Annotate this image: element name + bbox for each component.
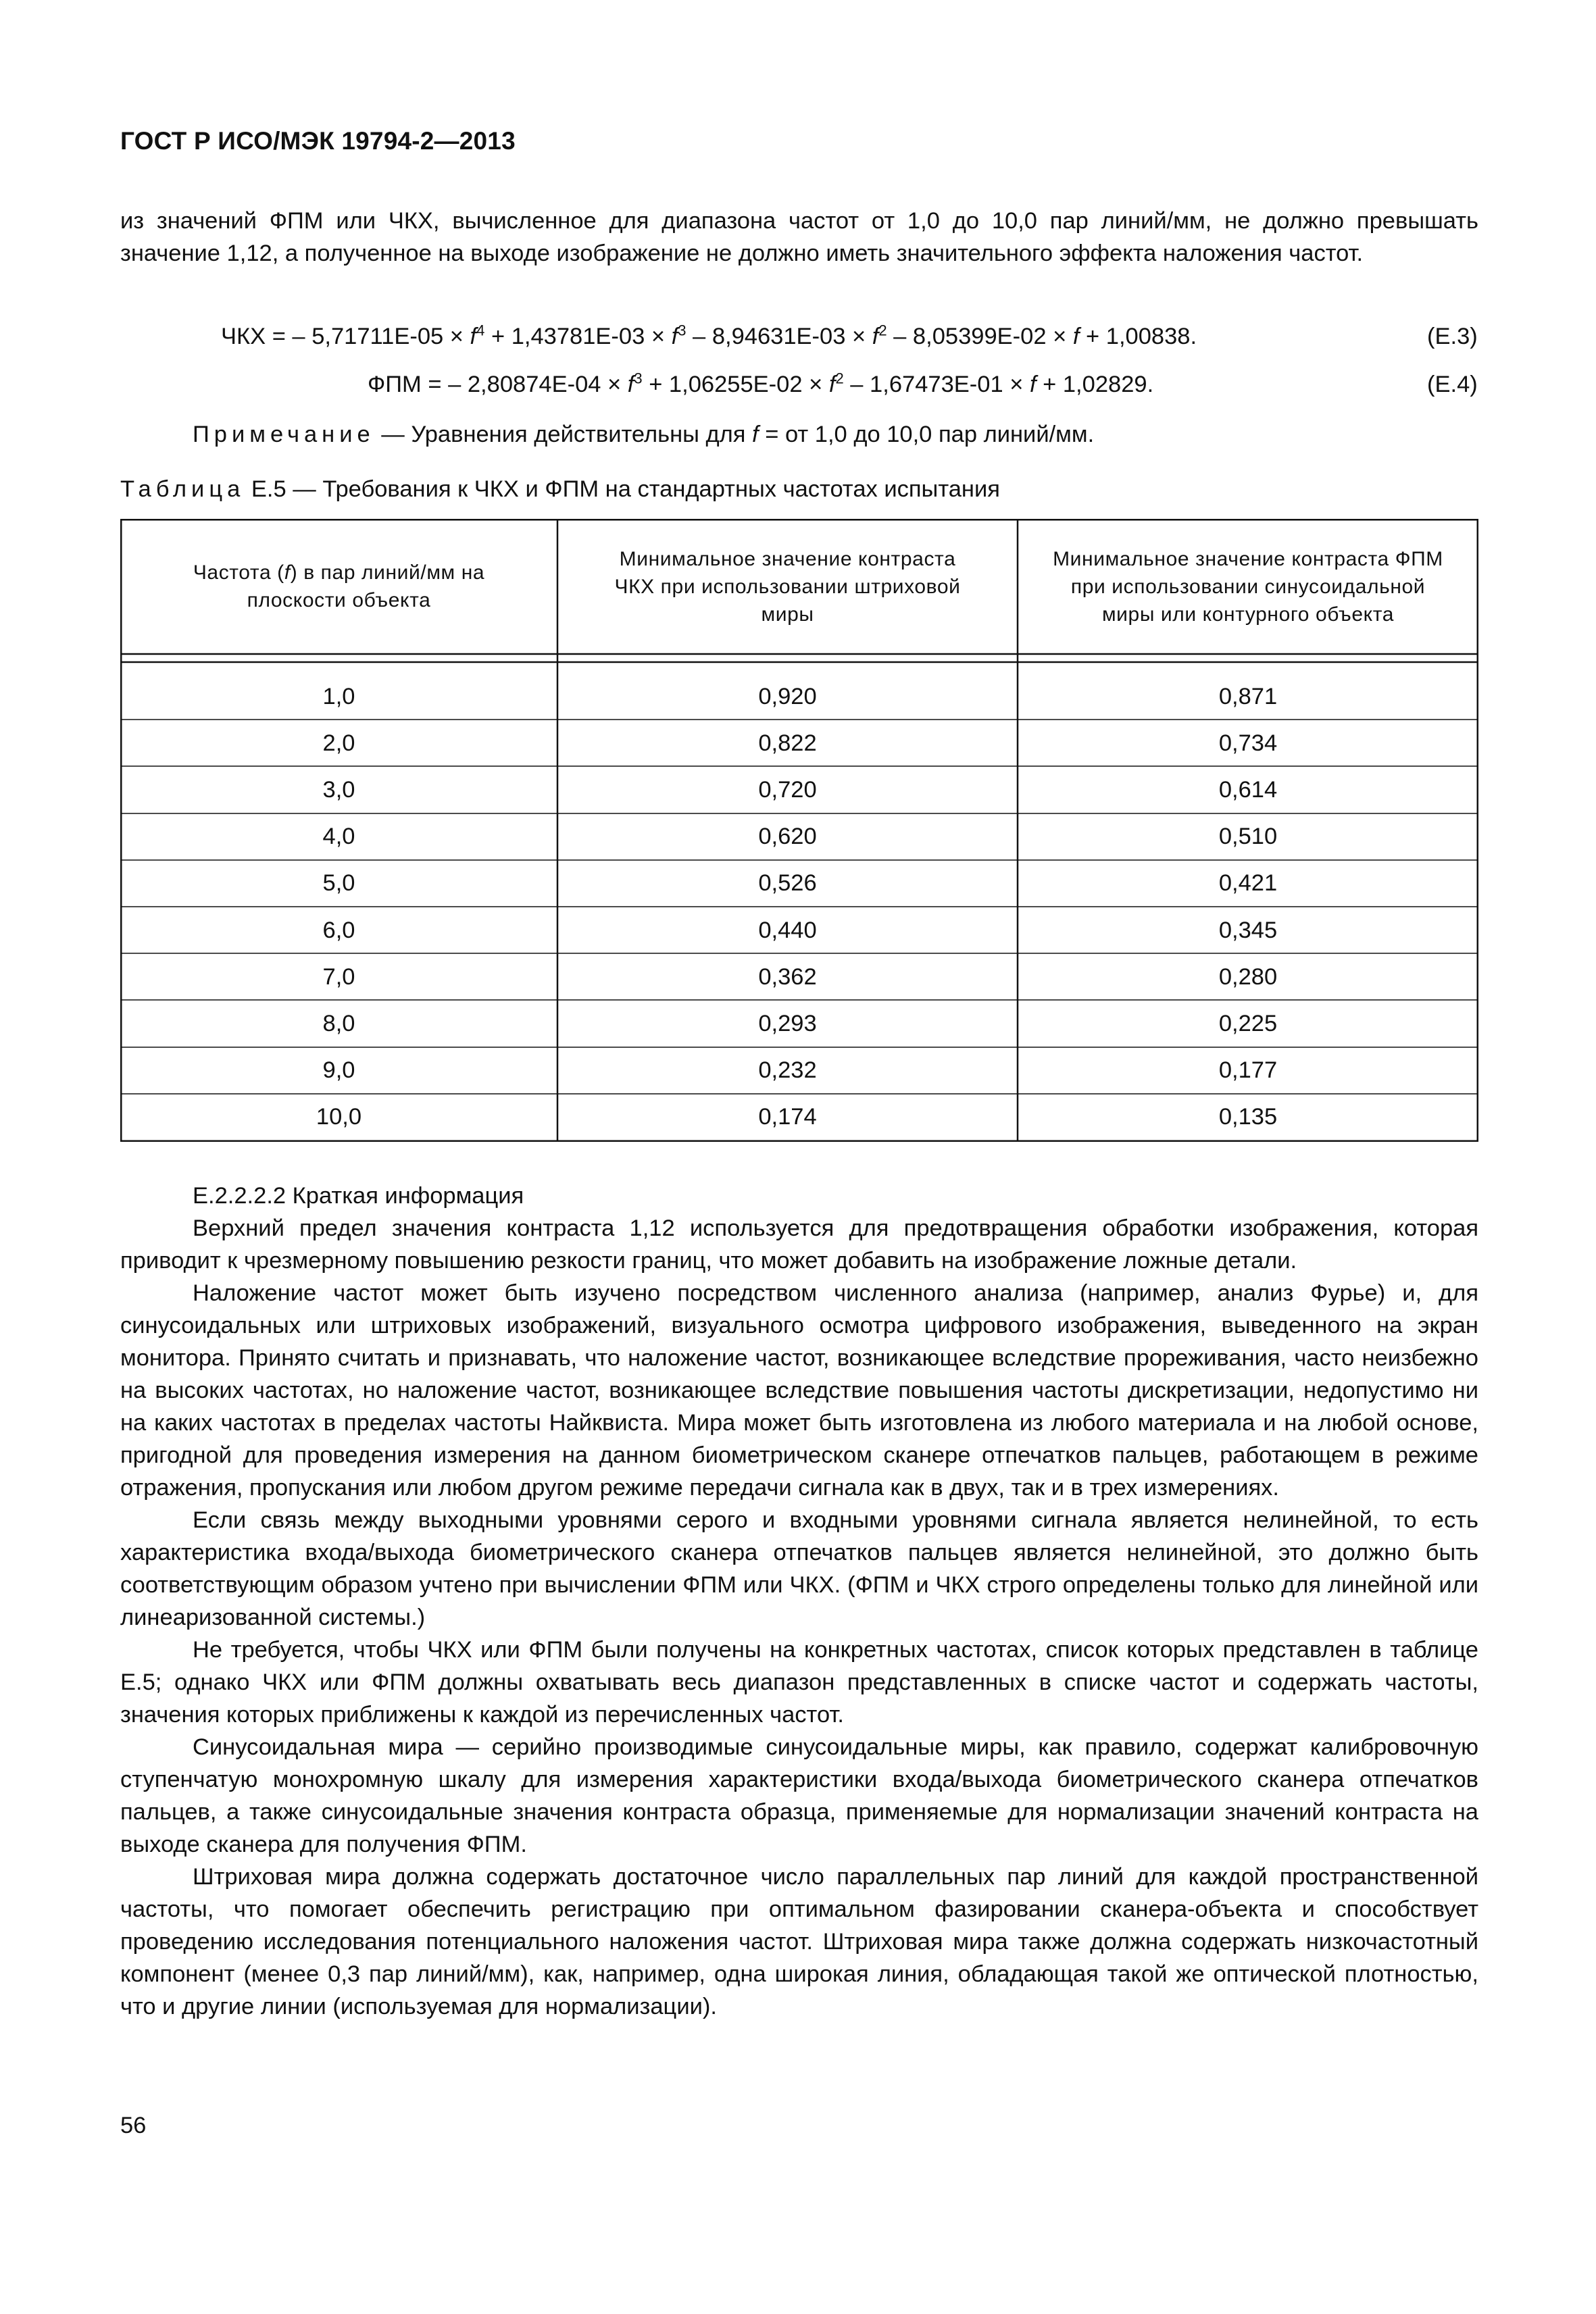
table-caption-text: Е.5 — Требования к ЧКХ и ФПМ на стандартных частотах испытания <box>245 476 1000 502</box>
section-heading: Е.2.2.2.2 Краткая информация <box>193 1183 524 1209</box>
eq-sup: 3 <box>678 322 687 339</box>
table-cell: 0,620 <box>758 824 817 850</box>
equation-fpm <box>368 368 1153 401</box>
header-frequency-var: f <box>284 561 291 584</box>
header-frequency-before: Частота ( <box>193 561 284 584</box>
eq-part: ФПМ = – 2,80874E-04 × <box>368 372 628 397</box>
header-fpm <box>1018 519 1478 654</box>
eq-var: f <box>470 324 477 349</box>
table-cell: 0,174 <box>758 1104 817 1130</box>
table-cell: 0,720 <box>758 776 817 803</box>
note-var: f <box>752 422 759 447</box>
eq-var: f <box>627 372 634 397</box>
note-label: Примечание <box>193 422 375 447</box>
table-cell: 0,421 <box>1218 870 1278 897</box>
header-chk <box>557 519 1018 654</box>
equation-chk <box>221 320 1197 353</box>
eq-part: + 1,43781E-03 × <box>484 324 672 349</box>
table-cell: 1,0 <box>322 683 355 709</box>
table-cell: 0,734 <box>1218 730 1278 756</box>
header-fpm-text: Минимальное значение контраста ФПМ при использовании синусоидальной миры или контурного объекта <box>1053 547 1443 626</box>
eq-part: + 1,00838. <box>1079 324 1197 349</box>
table-cell: 0,362 <box>758 963 817 990</box>
table-cell: 8,0 <box>322 1010 355 1036</box>
table-cell: 5,0 <box>322 870 355 897</box>
table-cell: 0,345 <box>1218 917 1278 943</box>
note-text: — Уравнения действительны для <box>374 422 753 447</box>
section-paragraph: Верхний предел значения контраста 1,12 используется для предотвращения обработки изображения, которая приводит к чрезмерному повышению резкости границ, что может добавить на изображение ложные детали. <box>120 1215 1478 1274</box>
eq-var: f <box>828 372 836 397</box>
eq-part: – 8,05399E-02 × <box>887 324 1073 349</box>
table-cell: 0,510 <box>1218 824 1278 850</box>
table-cell: 9,0 <box>322 1057 355 1084</box>
intro-paragraph <box>120 205 1478 270</box>
page-number: 56 <box>120 2113 147 2138</box>
table-cell: 0,526 <box>758 870 817 897</box>
section-paragraph: Если связь между выходными уровнями серого и входными уровнями сигнала является нелинейной, то есть характеристика входа/выхода биометрического сканера отпечатков пальцев является нелинейной, это должно быть соответствующим образом учтено при вычислении ФПМ или ЧКХ. (ФПМ и ЧКХ строго определены только для линейной или линеаризованной системы.) <box>120 1507 1478 1630</box>
eq-part: ЧКХ = – 5,71711E-05 × <box>221 324 470 349</box>
eq-part: + 1,06255E-02 × <box>642 372 829 397</box>
section-paragraph: Штриховая мира должна содержать достаточное число параллельных пар линий для каждой пространственной частоты, что помогает обеспечить регистрацию при оптимальном фазировании сканера-объекта и способствует проведению исследования потенциального наложения частот. Штриховая мира также должна содержать низкочастотный компонент (менее 0,3 пар линий/мм), как, например, одна широкая линия, обладающая такой же оптической плотностью, что и другие линии (используемая для нормализации). <box>120 1864 1478 2019</box>
header-frequency <box>120 519 557 654</box>
eq-var: f <box>1029 372 1037 397</box>
eq-sup: 2 <box>835 370 844 387</box>
header-frequency-after: ) в пар линий/мм на плоскости объекта <box>247 561 485 611</box>
eq-part: – 1,67473E-01 × <box>843 372 1030 397</box>
header-chk-text: Минимальное значение контраста ЧКХ при использовании штриховой миры <box>614 547 961 626</box>
table-cell: 0,293 <box>758 1010 817 1036</box>
table-cell: 0,135 <box>1218 1104 1278 1130</box>
intro-text: из значений ФПМ или ЧКХ, вычисленное для диапазона частот от 1,0 до 10,0 пар линий/мм, не должно превышать значение 1,12, а полученное на выходе изображение не должно иметь значительного эффекта наложения частот. <box>120 208 1478 266</box>
table-cell: 6,0 <box>322 917 355 943</box>
table-cell: 2,0 <box>322 730 355 756</box>
table-cell: 4,0 <box>322 824 355 850</box>
table-cell: 0,177 <box>1218 1057 1278 1084</box>
table-cell: 10,0 <box>316 1104 362 1130</box>
eq-var: f <box>671 324 678 349</box>
section-paragraph: Наложение частот может быть изучено посредством численного анализа (например, анализ Фурье) и, для синусоидальных или штриховых изображений, визуального осмотра цифрового изображения, выведенного на экран монитора. Принято считать и признавать, что наложение частот, возникающее вследствие прореживания, часто неизбежно на высоких частотах, но наложение частот, возникающее вследствие повышения частоты дискретизации, недопустимо ни на каких частотах в пределах частоты Найквиста. Мира может быть изготовлена из любого материала и на любой основе, пригодной для проведения измерения на данном биометрическом сканере отпечатков пальцев, работающем в режиме отражения, пропускания или любом другом режиме передачи сигнала как в двух, так и в трех измерениях. <box>120 1280 1478 1501</box>
eq-part: – 8,94631E-03 × <box>686 324 872 349</box>
document-header: ГОСТ Р ИСО/МЭК 19794-2—2013 <box>120 127 516 155</box>
table-cell: 3,0 <box>322 776 355 803</box>
table-cell: 0,232 <box>758 1057 817 1084</box>
table-caption <box>120 473 1000 505</box>
eq-var: f <box>872 324 879 349</box>
section-paragraph: Не требуется, чтобы ЧКХ или ФПМ были получены на конкретных частотах, список которых представлен в таблице Е.5; однако ЧКХ или ФПМ должны охватывать весь диапазон представленных в списке частот и содержать частоты, значения которых приближены к каждой из перечисленных частот. <box>120 1637 1478 1728</box>
table-cell: 0,440 <box>758 917 817 943</box>
eq-part: + 1,02829. <box>1036 372 1154 397</box>
equation-number-e4: (E.4) <box>1427 372 1478 397</box>
section-body <box>120 1180 1478 2023</box>
table-cell: 0,280 <box>1218 963 1278 990</box>
section-paragraph: Синусоидальная мира — серийно производимые синусоидальные миры, как правило, содержат калибровочную ступенчатую монохромную шкалу для измерения характеристики входа/выхода биометрического сканера отпечатков пальцев, а также синусоидальные значения контраста образца, применяемые для нормализации значений контраста на выходе сканера для получения ФПМ. <box>120 1734 1478 1857</box>
table-cell: 0,920 <box>758 683 817 709</box>
table-cell: 0,822 <box>758 730 817 756</box>
note <box>193 418 1094 451</box>
equation-number-e3: (E.3) <box>1427 324 1478 349</box>
note-text-end: = от 1,0 до 10,0 пар линий/мм. <box>758 422 1095 447</box>
table-cell: 0,225 <box>1218 1010 1278 1036</box>
eq-sup: 2 <box>878 322 887 339</box>
table-cell: 7,0 <box>322 963 355 990</box>
eq-var: f <box>1072 324 1080 349</box>
table-cell: 0,614 <box>1218 776 1278 803</box>
eq-sup: 3 <box>634 370 643 387</box>
table-caption-label: Таблица <box>120 476 245 502</box>
header-frequency-text <box>150 559 528 614</box>
requirements-table <box>120 519 1478 1142</box>
table-cell: 0,871 <box>1218 683 1278 709</box>
eq-sup: 4 <box>476 322 485 339</box>
